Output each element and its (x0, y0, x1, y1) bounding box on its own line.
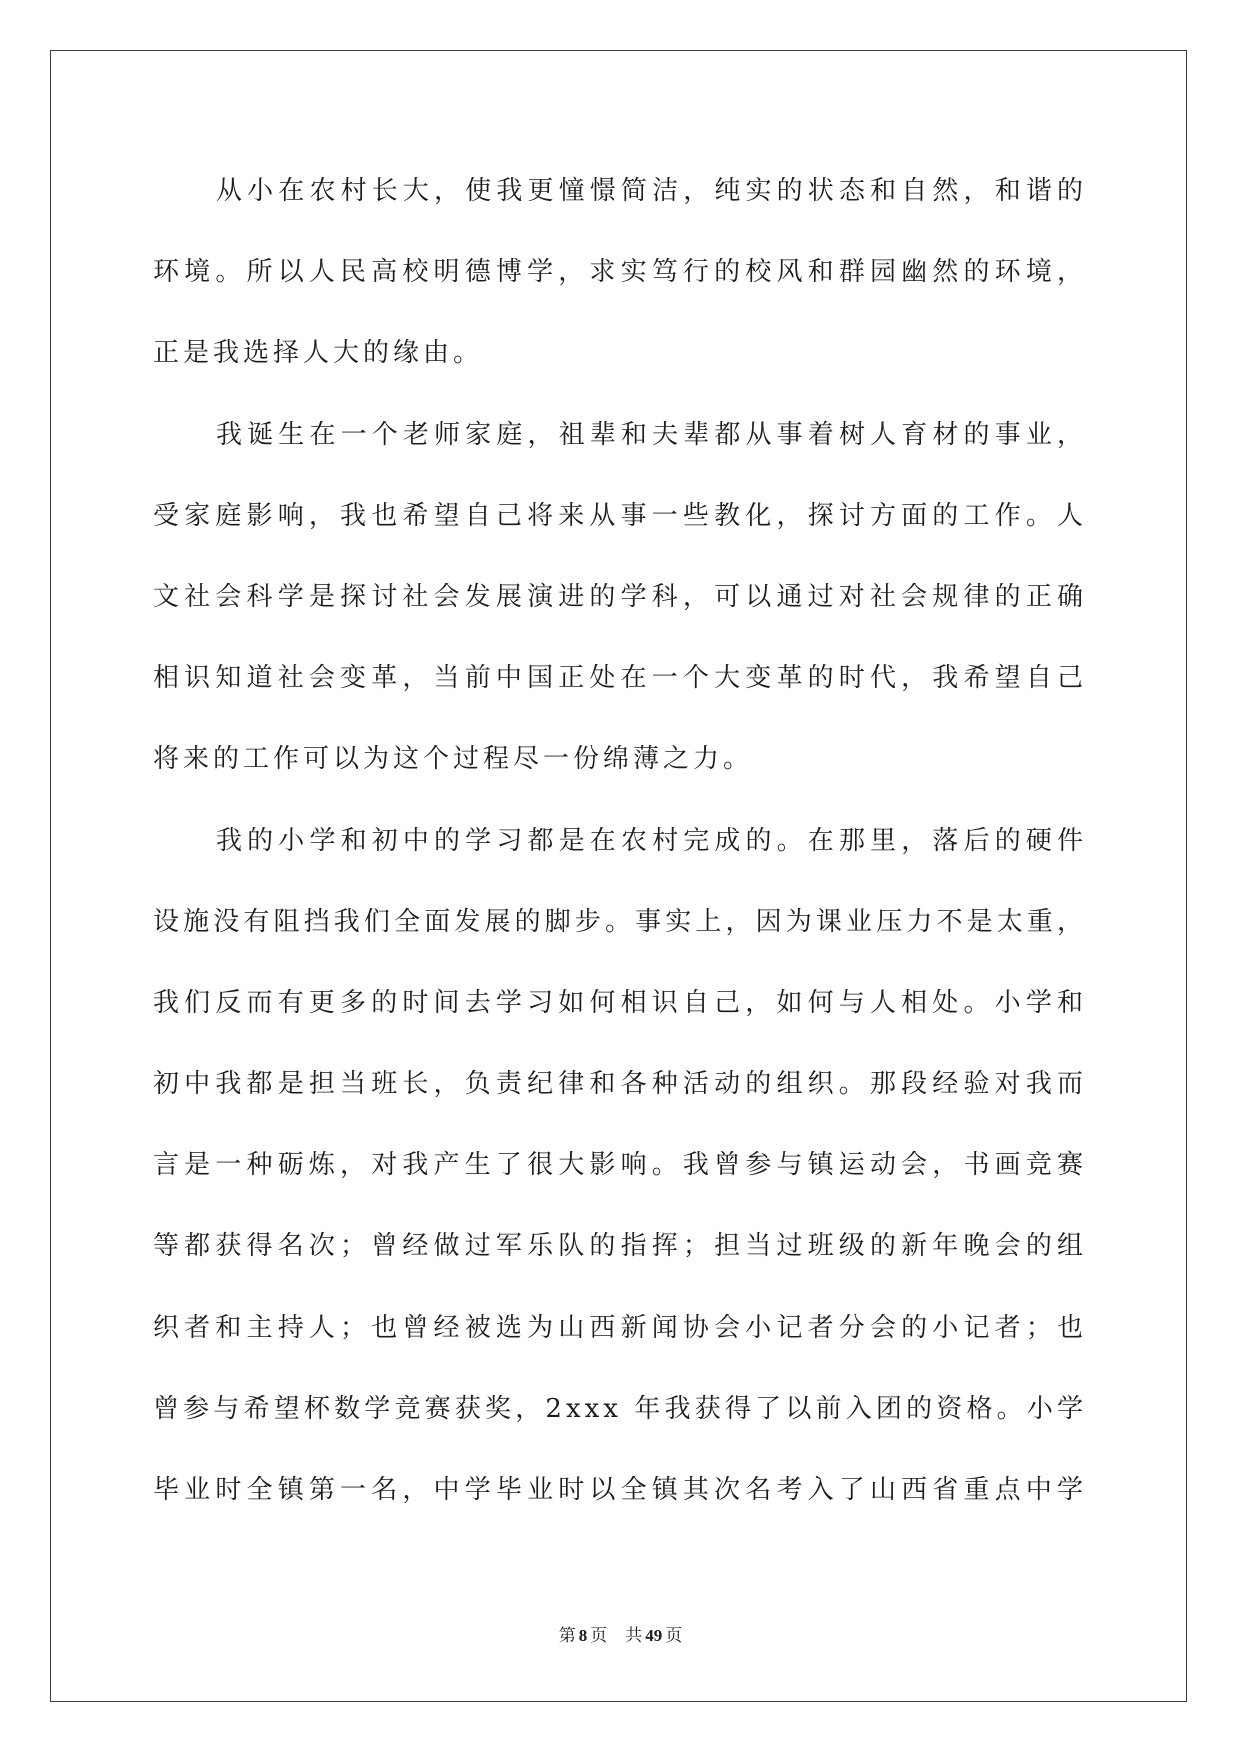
text-line: 正是我选择人大的缘由。 (153, 338, 484, 369)
text-line: 初中我都是担当班长，负责纪律和各种活动的组织。那段经验对我而 (153, 1069, 1087, 1100)
text-line: 相识知道社会变革，当前中国正处在一个大变革的时代，我希望自己 (153, 663, 1087, 694)
page-number-suffix: 页 (590, 1626, 608, 1646)
text-line: 设施没有阻挡我们全面发展的脚步。事实上，因为课业压力不是太重， (153, 906, 1087, 937)
text-line: 言是一种砺炼，对我产生了很大影响。我曾参与镇运动会，书画竞赛 (153, 1150, 1087, 1181)
text-line: 我的小学和初中的学习都是在农村完成的。在那里，落后的硬件 (216, 825, 1087, 856)
paragraph (153, 151, 1087, 395)
text-line: 文社会科学是探讨社会发展演进的学科，可以通过对社会规律的正确 (153, 581, 1087, 612)
total-pages-suffix: 页 (665, 1626, 683, 1646)
current-page-number: 8 (578, 1626, 588, 1645)
text-line: 环境。所以人民高校明德博学，求实笃行的校风和群园幽然的环境， (153, 257, 1087, 288)
paragraph (153, 395, 1087, 801)
text-line: 将来的工作可以为这个过程尽一份绵薄之力。 (153, 744, 754, 775)
text-line: 曾参与希望杯数学竞赛获奖，2xxx 年我获得了以前入团的资格。小学 (153, 1393, 1087, 1424)
total-page-count: 49 (645, 1626, 663, 1645)
page-number-prefix: 第 (558, 1626, 576, 1646)
text-line: 受家庭影响，我也希望自己将来从事一些教化，探讨方面的工作。人 (153, 500, 1087, 531)
total-pages-prefix: 共 (625, 1626, 643, 1646)
page-footer (0, 1622, 1241, 1650)
text-line: 我们反而有更多的时间去学习如何相识自己，如何与人相处。小学和 (153, 987, 1087, 1018)
text-line: 织者和主持人；也曾经被选为山西新闻协会小记者分会的小记者；也 (153, 1312, 1087, 1343)
document-body (153, 151, 1087, 1531)
text-line: 我诞生在一个老师家庭，祖辈和夫辈都从事着树人育材的事业， (216, 419, 1087, 450)
text-line: 毕业时全镇第一名，中学毕业时以全镇其次名考入了山西省重点中学 (153, 1475, 1087, 1505)
text-line: 等都获得名次；曾经做过军乐队的指挥；担当过班级的新年晚会的组 (153, 1231, 1087, 1262)
paragraph (153, 801, 1087, 1532)
text-line: 从小在农村长大，使我更憧憬简洁，纯实的状态和自然，和谐的 (216, 176, 1087, 206)
